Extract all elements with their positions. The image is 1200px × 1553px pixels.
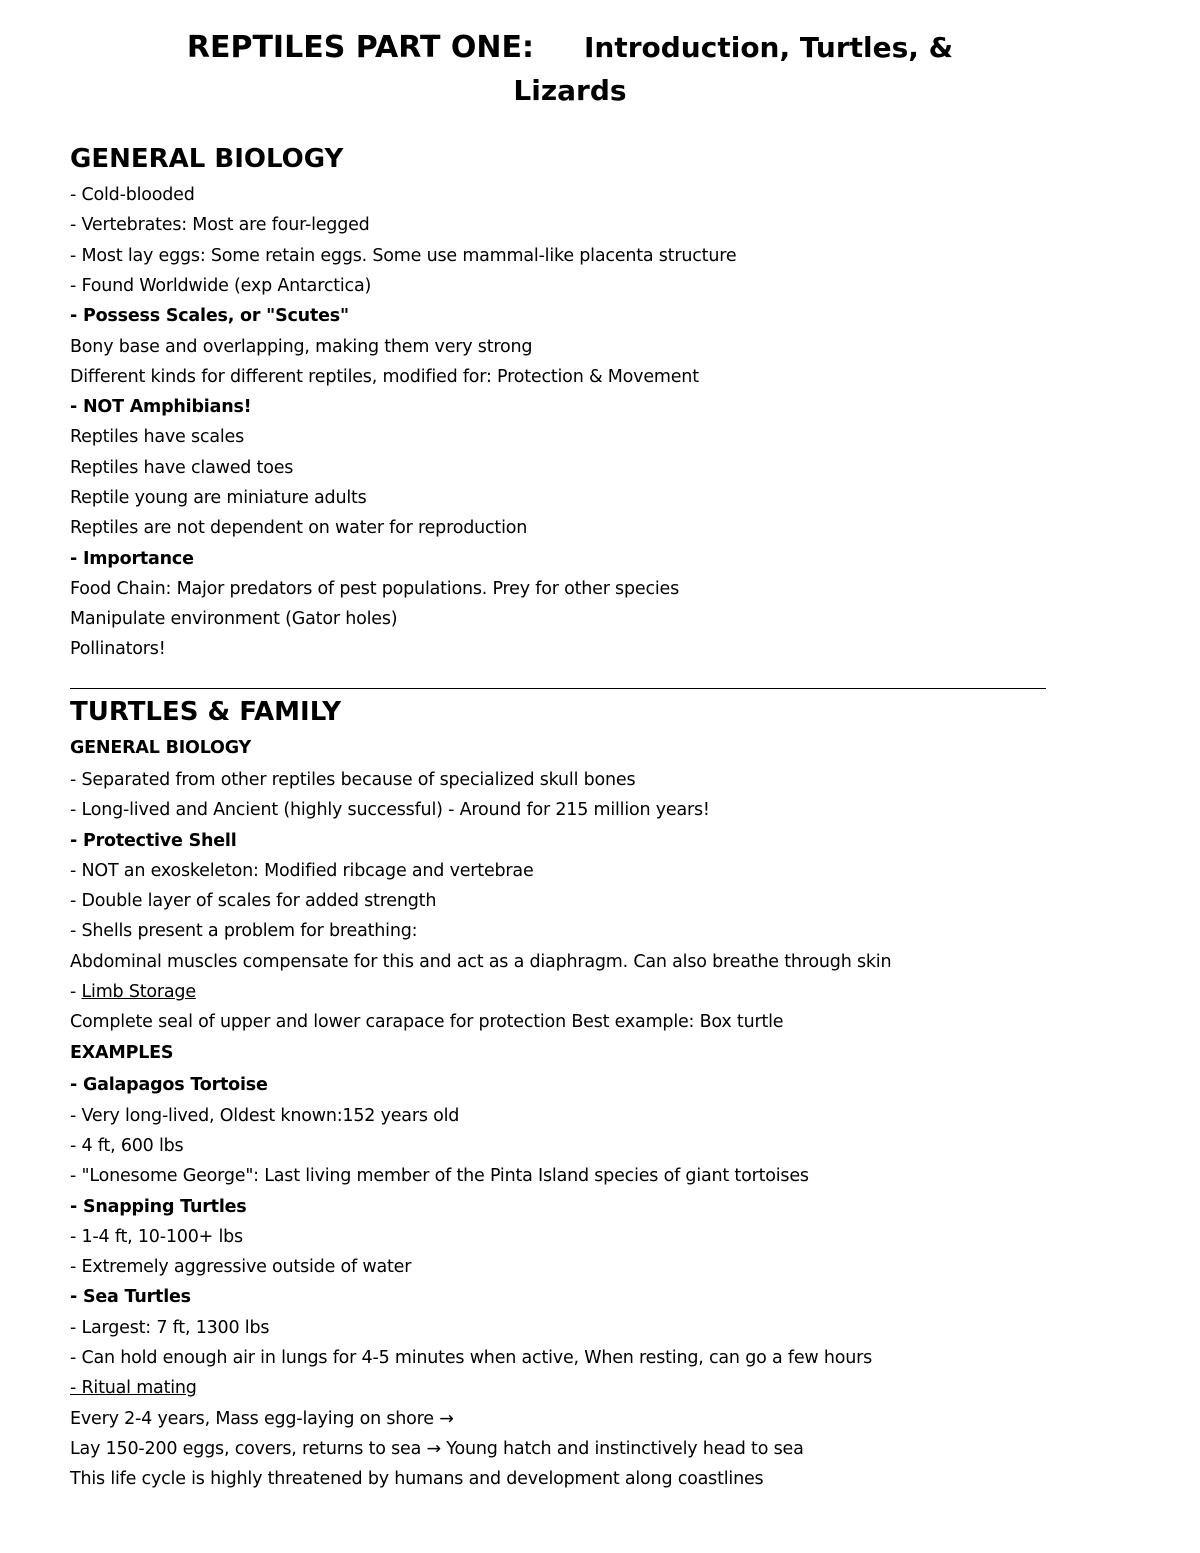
- section-divider: [70, 688, 1046, 689]
- turtles-general-biology-subheading: GENERAL BIOLOGY: [70, 738, 251, 758]
- title-sub: Introduction, Turtles, &: [583, 31, 954, 64]
- list-item: - "Lonesome George": Last living member of the Pinta Island species of giant tortoises: [70, 1166, 809, 1186]
- list-item: Bony base and overlapping, making them very strong: [70, 337, 533, 357]
- list-item: Reptiles have clawed toes: [70, 458, 294, 478]
- list-item: Different kinds for different reptiles, modified for: Protection & Movement: [70, 367, 699, 387]
- list-item: This life cycle is highly threatened by humans and development along coastlines: [70, 1469, 764, 1489]
- list-item-bold: - Protective Shell: [70, 831, 237, 851]
- list-item: - Double layer of scales for added strength: [70, 891, 437, 911]
- list-item-underlined: - Ritual mating: [70, 1378, 197, 1398]
- list-item-bold: - Snapping Turtles: [70, 1197, 247, 1217]
- list-item: Reptile young are miniature adults: [70, 488, 367, 508]
- title-sub-continued: Lizards: [513, 74, 627, 107]
- list-item-bold: - Possess Scales, or "Scutes": [70, 306, 349, 326]
- document-title: [70, 26, 1070, 112]
- list-item-bold: - Sea Turtles: [70, 1287, 191, 1307]
- title-main: REPTILES PART ONE:: [186, 30, 534, 65]
- list-item: Lay 150-200 eggs, covers, returns to sea → Young hatch and instinctively head to sea: [70, 1439, 804, 1459]
- list-item: - Shells present a problem for breathing:: [70, 921, 418, 941]
- list-item-bold: - NOT Amphibians!: [70, 397, 252, 417]
- list-item: - 4 ft, 600 lbs: [70, 1136, 184, 1156]
- underlined-label: Limb Storage: [81, 982, 196, 1002]
- list-item: - Largest: 7 ft, 1300 lbs: [70, 1318, 270, 1338]
- list-item: Reptiles are not dependent on water for reproduction: [70, 518, 528, 538]
- list-item: Pollinators!: [70, 639, 166, 659]
- list-item-bold: - Galapagos Tortoise: [70, 1075, 268, 1095]
- dash: -: [70, 982, 82, 1002]
- list-item: - NOT an exoskeleton: Modified ribcage and vertebrae: [70, 861, 534, 881]
- list-item: - Separated from other reptiles because of specialized skull bones: [70, 770, 636, 790]
- list-item: Abdominal muscles compensate for this and act as a diaphragm. Can also breathe through skin: [70, 952, 892, 972]
- general-biology-heading: GENERAL BIOLOGY: [70, 144, 344, 174]
- list-item-limb-storage: [70, 980, 196, 1004]
- list-item: - Extremely aggressive outside of water: [70, 1257, 412, 1277]
- list-item: - Long-lived and Ancient (highly successful) - Around for 215 million years!: [70, 800, 710, 820]
- turtles-family-heading: TURTLES & FAMILY: [70, 697, 342, 727]
- list-item: Food Chain: Major predators of pest populations. Prey for other species: [70, 579, 680, 599]
- list-item: - Very long-lived, Oldest known:152 years old: [70, 1106, 460, 1126]
- list-item: - Found Worldwide (exp Antarctica): [70, 276, 372, 296]
- list-item: - 1-4 ft, 10-100+ lbs: [70, 1227, 243, 1247]
- list-item: - Most lay eggs: Some retain eggs. Some use mammal-like placenta structure: [70, 246, 737, 266]
- list-item: Complete seal of upper and lower carapace for protection Best example: Box turtle: [70, 1012, 784, 1032]
- examples-heading: EXAMPLES: [70, 1043, 174, 1063]
- list-item: Reptiles have scales: [70, 427, 244, 447]
- list-item: - Vertebrates: Most are four-legged: [70, 215, 370, 235]
- list-item: - Cold-blooded: [70, 185, 195, 205]
- list-item: Manipulate environment (Gator holes): [70, 609, 398, 629]
- list-item-bold: - Importance: [70, 549, 194, 569]
- list-item: Every 2-4 years, Mass egg-laying on shore →: [70, 1409, 454, 1429]
- list-item: - Can hold enough air in lungs for 4-5 minutes when active, When resting, can go a few hours: [70, 1348, 873, 1368]
